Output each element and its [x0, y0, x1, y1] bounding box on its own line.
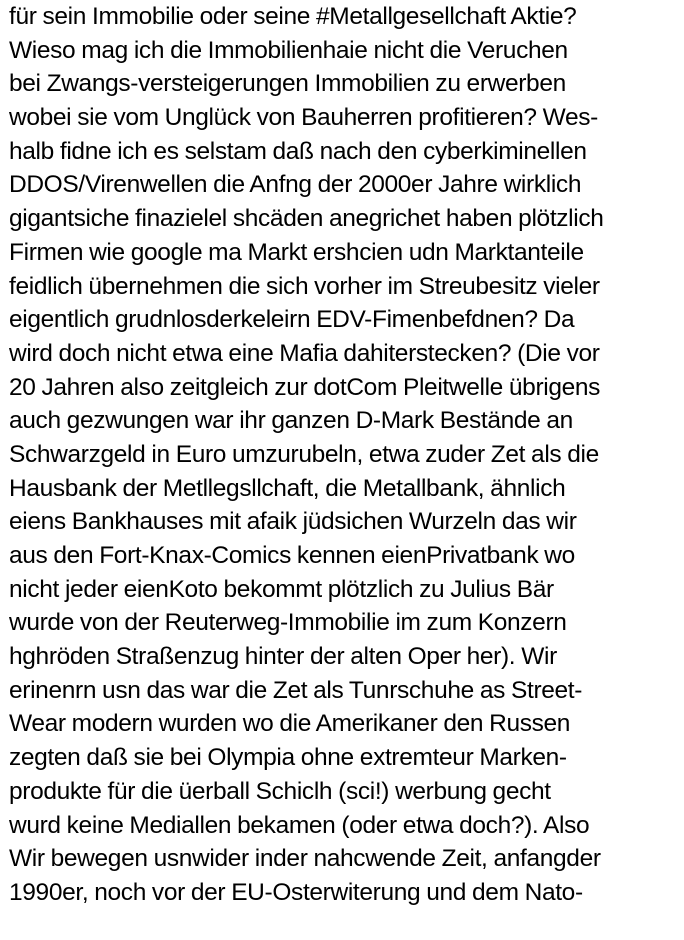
text-line: gigantsiche finazielel shcäden anegrichet haben plötzlich: [9, 205, 604, 233]
text-line: eiens Bankhauses mit afaik jüdsichen Wurzeln das wir: [9, 508, 577, 536]
text-line: Firmen wie google ma Markt ershcien udn Marktanteile: [9, 238, 584, 266]
text-line: wurd keine Mediallen bekamen (oder etwa doch?). Also: [9, 811, 590, 839]
text-line: Wir bewegen usnwider inder nahcwende Zeit, anfangder: [9, 845, 601, 873]
text-line: 20 Jahren also zeitgleich zur dotCom Pleitwelle übrigens: [9, 373, 601, 401]
text-line: aus den Fort-Knax-Comics kennen eienPrivatbank wo: [9, 542, 575, 569]
text-line: wird doch nicht etwa eine Mafia dahiterstecken? (Die vor: [9, 339, 600, 367]
text-line: auch gezwungen war ihr ganzen D-Mark Bestände an: [9, 407, 573, 435]
text-line: wurde von der Reuterweg-Immobilie im zum Konzern: [9, 609, 567, 637]
body-text: [9, 0, 679, 910]
text-line: DDOS/Virenwellen die Anfng der 2000er Jahre wirklich: [9, 171, 582, 199]
text-line: zegten daß sie bei Olympia ohne extremteur Marken-: [9, 744, 567, 772]
text-line: Hausbank der Metllegsllchaft, die Metallbank, ähnlich: [9, 474, 566, 502]
text-line: feidlich übernehmen die sich vorher im Streubesitz vieler: [9, 272, 600, 300]
text-line: wobei sie vom Unglück von Bauherren profitieren? Wes-: [9, 104, 598, 132]
text-line: bei Zwangs-versteigerungen Immobilien zu erwerben: [9, 70, 566, 98]
text-line: Schwarzgeld in Euro umzurubeln, etwa zuder Zet als die: [9, 440, 599, 468]
text-line: erinenrn usn das war die Zet als Tunrschuhe as Street-: [9, 676, 583, 704]
text-line: hghröden Straßenzug hinter der alten Oper her). Wir: [9, 643, 557, 671]
text-line: produkte für die üerball Schiclh (sci!) werbung gecht: [9, 777, 551, 805]
text-line: eigentlich grudnlosderkeleirn EDV-Fimenbefdnen? Da: [9, 306, 575, 334]
text-line: Wear modern wurden wo die Amerikaner den Russen: [9, 710, 571, 738]
text-line: Wieso mag ich die Immobilienhaie nicht die Veruchen: [9, 36, 568, 64]
text-line: nicht jeder eienKoto bekommt plötzlich zu Julius Bär: [9, 575, 554, 603]
text-line: für sein Immobilie oder seine #Metallgesellchaft Aktie?: [9, 3, 577, 30]
text-line: 1990er, noch vor der EU-Osterwiterung und dem Nato-: [9, 878, 583, 906]
text-line: halb fidne ich es selstam daß nach den cyberkiminellen: [9, 137, 587, 165]
